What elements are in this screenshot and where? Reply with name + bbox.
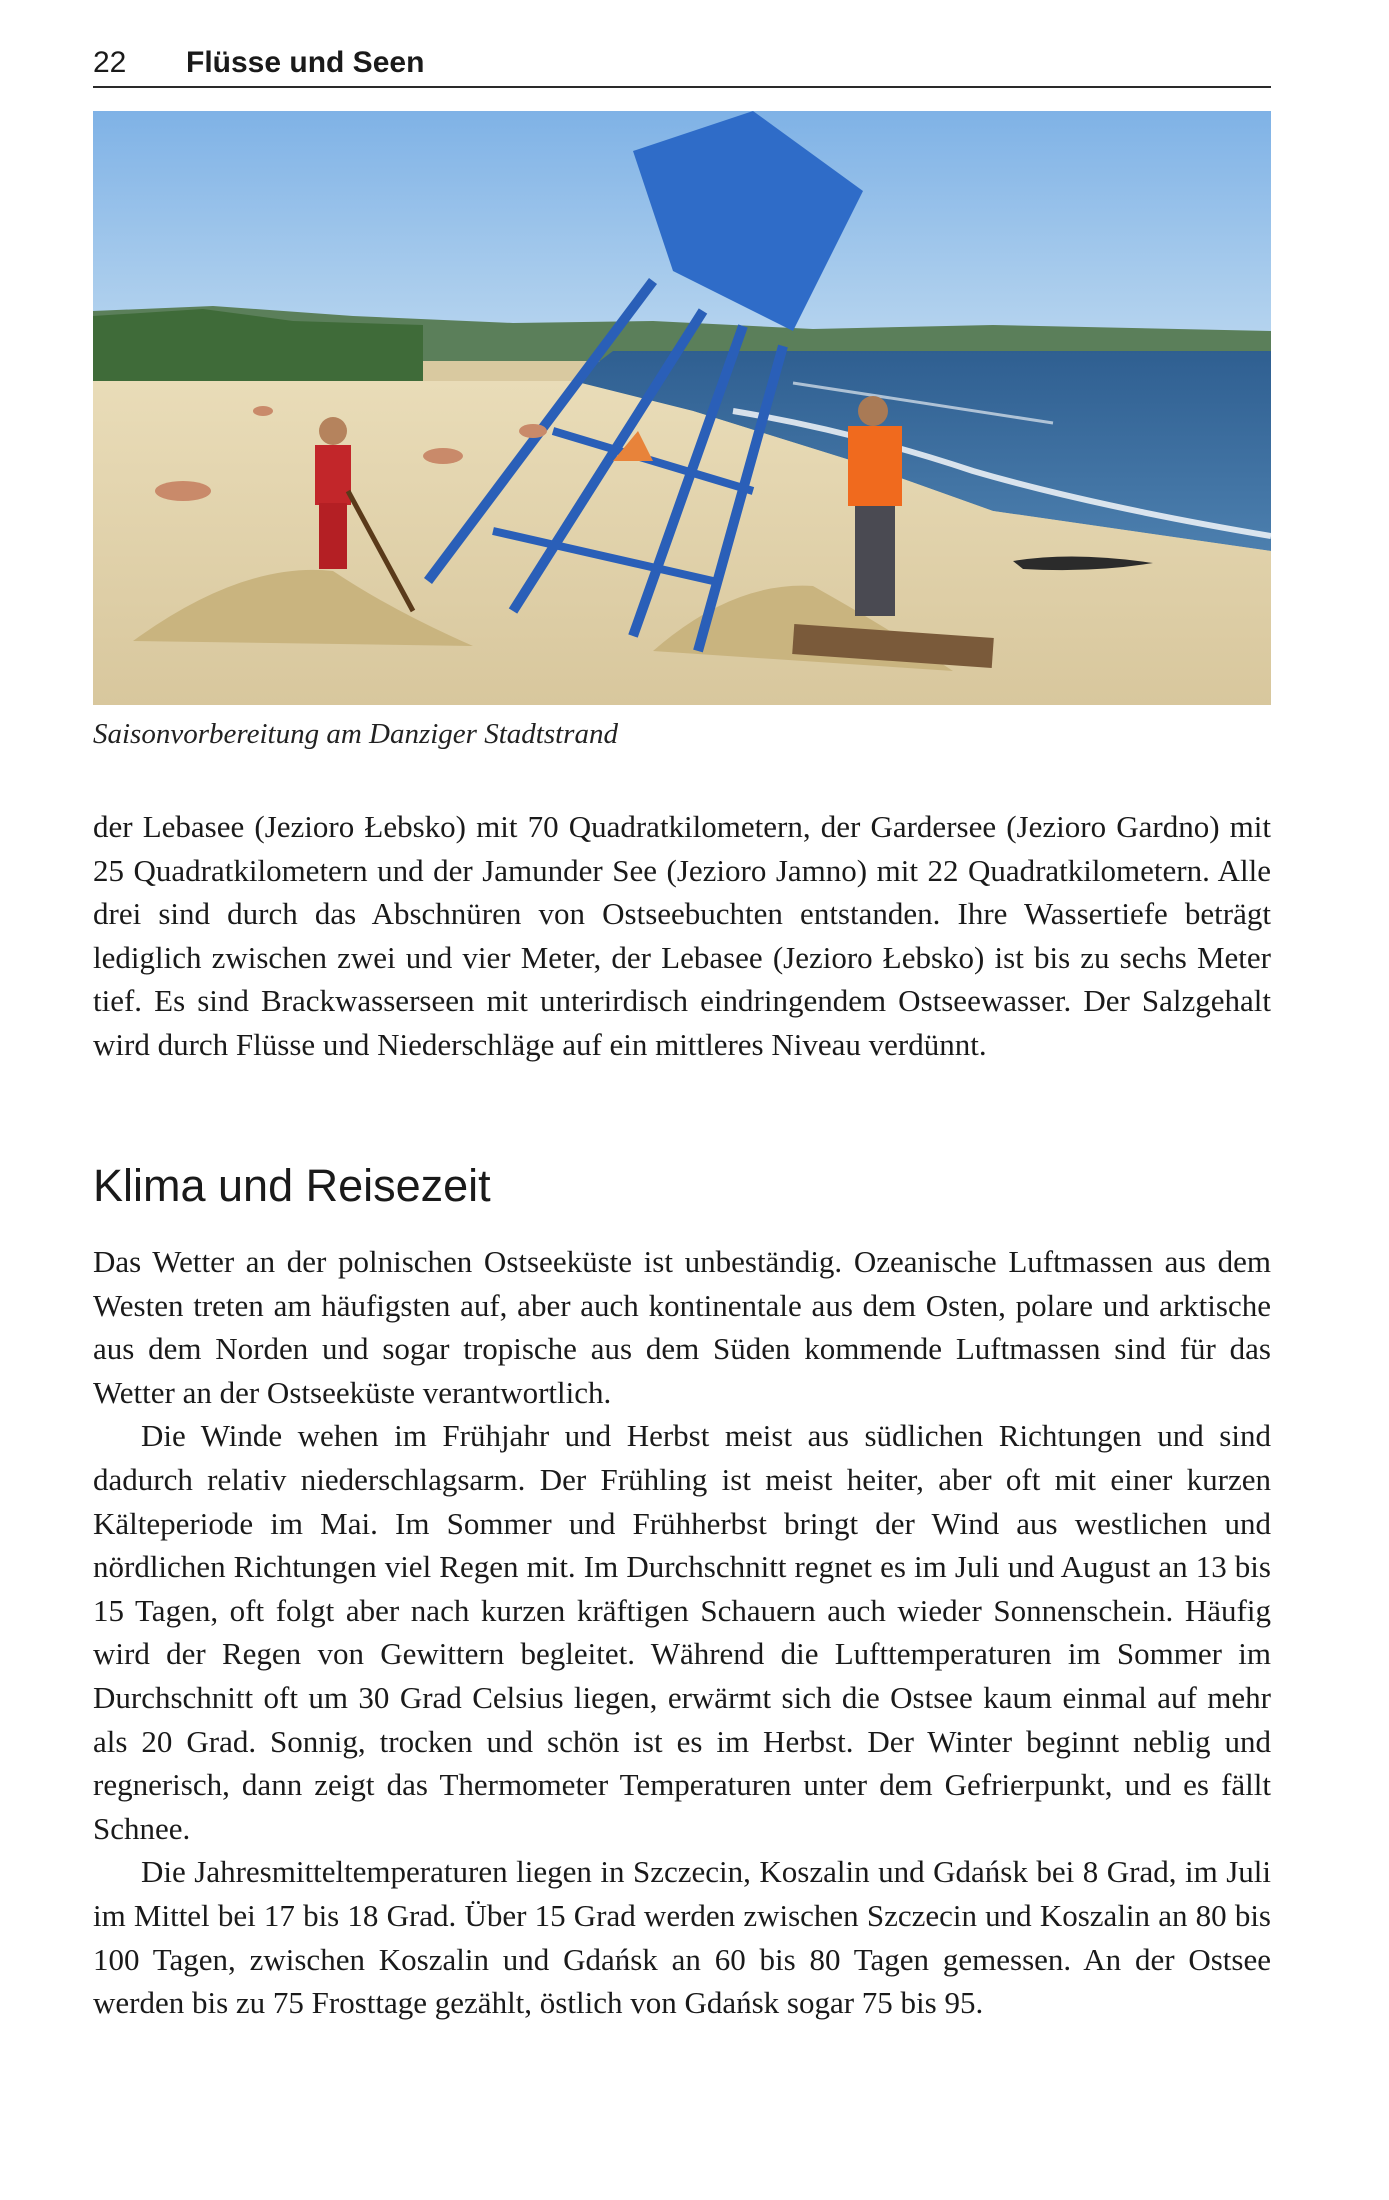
section-body xyxy=(93,1240,1271,2025)
body-paragraph-2: Die Winde wehen im Frühjahr und Herbst meist aus südlichen Richtungen und sind dadurch relativ niederschlagsarm. Der Frühling ist meist heiter, aber oft mit einer kurzen Kälteperiode im Mai. Im Sommer und Frühherbst bringt der Wind aus westlichen und nördlichen Richtungen viel Regen mit. Im Durchschnitt regnet es im Juli und August an 13 bis 15 Tagen, oft folgt aber nach kurzen kräftigen Schauern auch wieder Sonnenschein. Häufig wird der Regen von Gewittern begleitet. Während die Lufttemperaturen im Sommer im Durchschnitt oft um 30 Grad Celsius liegen, erwärmt sich die Ostsee kaum einmal auf mehr als 20 Grad. Sonnig, trocken und schön ist es im Herbst. Der Winter beginnt neblig und regnerisch, dann zeigt das Thermometer Temperaturen unter dem Gefrierpunkt, und es fällt Schnee. xyxy=(93,1418,1271,1846)
section-heading: Klima und Reisezeit xyxy=(93,1160,491,1211)
beach-photo xyxy=(93,111,1271,705)
running-header xyxy=(93,46,1271,88)
section-title: Flüsse und Seen xyxy=(186,46,425,79)
body-paragraph-3: Die Jahresmitteltemperaturen liegen in Szczecin, Koszalin und Gdańsk bei 8 Grad, im Juli im Mittel bei 17 bis 18 Grad. Über 15 Grad werden zwischen Szczecin und Koszalin an 80 bis 100 Tagen, zwischen Koszalin und Gdańsk an 60 bis 80 Tagen gemessen. An der Ostsee werden bis zu 75 Frosttage gezählt, östlich von Gdańsk sogar 75 bis 95. xyxy=(93,1854,1271,2021)
beach-scene-illustration xyxy=(93,111,1271,705)
intro-paragraph: der Lebasee (Jezioro Łebsko) mit 70 Quadratkilometern, der Gardersee (Jezioro Gardno) mit 25 Quadratkilometern und der Jamunder See (Jezioro Jamno) mit 22 Quadratkilometern. Alle drei sind durch das Abschnüren von Ostseebuchten entstanden. Ihre Wassertiefe beträgt lediglich zwischen zwei und vier Meter, der Lebasee (Jezioro Łebsko) ist bis zu sechs Meter tief. Es sind Brackwasserseen mit unterirdisch eindringendem Ostseewasser. Der Salzgehalt wird durch Flüsse und Niederschläge auf ein mittleres Niveau verdünnt. xyxy=(93,809,1271,1062)
figure-caption: Saisonvorbereitung am Danziger Stadtstrand xyxy=(93,718,618,750)
worker-right xyxy=(848,396,902,616)
page-number: 22 xyxy=(93,46,127,79)
body-paragraph-1: Das Wetter an der polnischen Ostseeküste ist unbeständig. Ozeanische Luftmassen aus dem Westen treten am häufigsten auf, aber auch kontinentale aus dem Osten, polare und arktische aus dem Norden und sogar tropische aus dem Süden kommende Luftmassen sind für das Wetter an der Ostseeküste verantwortlich. xyxy=(93,1244,1271,1410)
intro-text xyxy=(93,805,1271,1067)
